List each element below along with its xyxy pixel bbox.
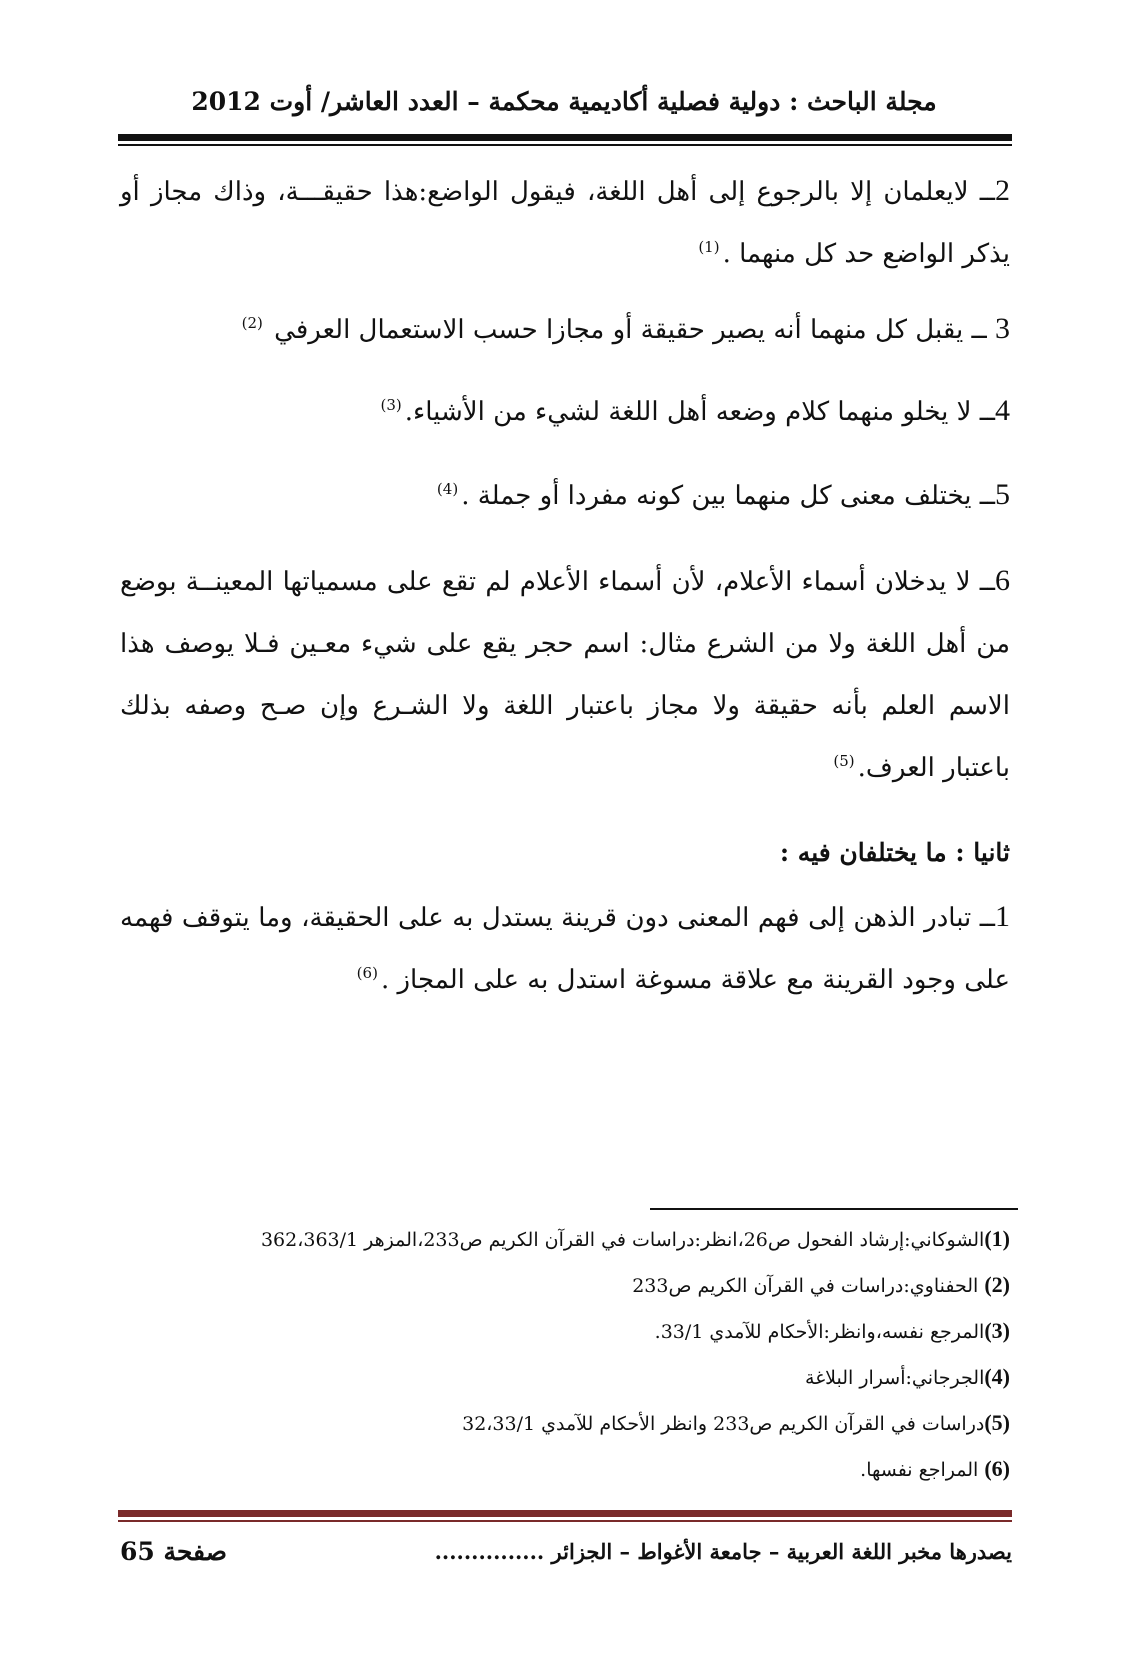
footnote-item	[805, 1354, 1010, 1401]
footnote-ref[interactable]: (2)	[241, 314, 263, 333]
item-number: 4	[995, 394, 1010, 427]
footnote-number: (6)	[984, 1456, 1010, 1481]
item-number: 6	[995, 564, 1010, 597]
footnote-item	[655, 1308, 1010, 1355]
item-text: ــ يقبل كل منهما أنه يصير حقيقة أو مجازا حسب الاستعمال العرفي	[265, 315, 995, 345]
footer-divider	[118, 1510, 1012, 1517]
page-number: صفحة 65	[120, 1537, 227, 1566]
footnote-number: (5)	[984, 1410, 1010, 1435]
list-item-1	[120, 886, 1010, 1011]
list-item-2	[120, 160, 1010, 285]
item-text: ــ لايعلمان إلا بالرجوع إلى أهل اللغة، فيقول الواضع:هذا حقيقـــة، وذاك مجاز أو يذكر الواضع حد كل منهما .	[120, 177, 1010, 269]
footnote-text: الجرجاني:أسرار البلاغة	[805, 1367, 985, 1389]
footnote-number: (4)	[984, 1364, 1010, 1389]
footnote-number: (3)	[984, 1318, 1010, 1343]
footer-publisher: يصدرها مخبر اللغة العربية – جامعة الأغواط – الجزائر ...............	[434, 1539, 1012, 1564]
footnote-number: (1)	[984, 1226, 1010, 1251]
footnote-item	[261, 1216, 1010, 1263]
journal-header-title: مجلة الباحث : دولية فصلية أكاديمية محكمة – العدد العاشر/ أوت 2012	[191, 87, 937, 116]
list-item-5	[120, 464, 1010, 527]
list-item-4	[120, 380, 1010, 443]
item-number: 5	[995, 478, 1010, 511]
list-item-6	[120, 550, 1010, 799]
header-divider-thin	[118, 144, 1012, 146]
item-text: ــ لا يدخلان أسماء الأعلام، لأن أسماء الأعلام لم تقع على مسمياتها المعينــة بوضع من أهل اللغة ولا من الشرع مثال: اسم حجر يقع على شيء معـين فـلا يوصف هذا الاسم العلم بأنه حقيقة ولا مجاز باعتبار اللغة ولا الشـرع وإن صـح وصفه بذلك باعتبار العرف.	[120, 567, 1010, 783]
footnote-ref[interactable]: (3)	[380, 396, 402, 415]
footnote-item	[632, 1262, 1010, 1309]
footnote-text: الحفناوي:دراسات في القرآن الكريم ص233	[632, 1275, 985, 1297]
footnote-text: الشوكاني:إرشاد الفحول ص26،انظر:دراسات في القرآن الكريم ص233،المزهر 362،363/1	[260, 1229, 985, 1251]
footnote-text: دراسات في القرآن الكريم ص233 وانظر الأحكام للآمدي 32،33/1	[462, 1413, 985, 1435]
header-divider	[118, 134, 1012, 141]
footnote-ref[interactable]: (6)	[356, 964, 378, 983]
footnote-item	[860, 1446, 1010, 1493]
footnote-ref[interactable]: (5)	[833, 752, 855, 771]
list-item-3	[120, 298, 1010, 361]
footnote-ref[interactable]: (4)	[436, 480, 459, 499]
item-text: ــ تبادر الذهن إلى فهم المعنى دون قرينة يستدل به على الحقيقة، وما يتوقف فهمه على وجود القرينة مع علاقة مسوغة استدل به على المجاز .	[120, 903, 1010, 995]
footnote-ref[interactable]: (1)	[698, 238, 720, 257]
footnote-item	[462, 1400, 1010, 1447]
footnote-number: (2)	[984, 1272, 1010, 1297]
item-number: 1	[995, 900, 1010, 933]
section-heading: ثانيا : ما يختلفان فيه :	[779, 838, 1010, 867]
item-number: 3	[995, 312, 1010, 345]
item-text: ــ لا يخلو منهما كلام وضعه أهل اللغة لشيء من الأشياء.	[404, 397, 995, 427]
footer-divider-thin	[118, 1520, 1012, 1522]
item-number: 2	[995, 174, 1010, 207]
item-text: ــ يختلف معنى كل منهما بين كونه مفردا أو جملة .	[461, 481, 995, 511]
footnote-text: المرجع نفسه،وانظر:الأحكام للآمدي 33/1.	[654, 1321, 985, 1343]
footnote-divider	[650, 1208, 1018, 1210]
footnote-text: المراجع نفسها.	[860, 1459, 985, 1481]
